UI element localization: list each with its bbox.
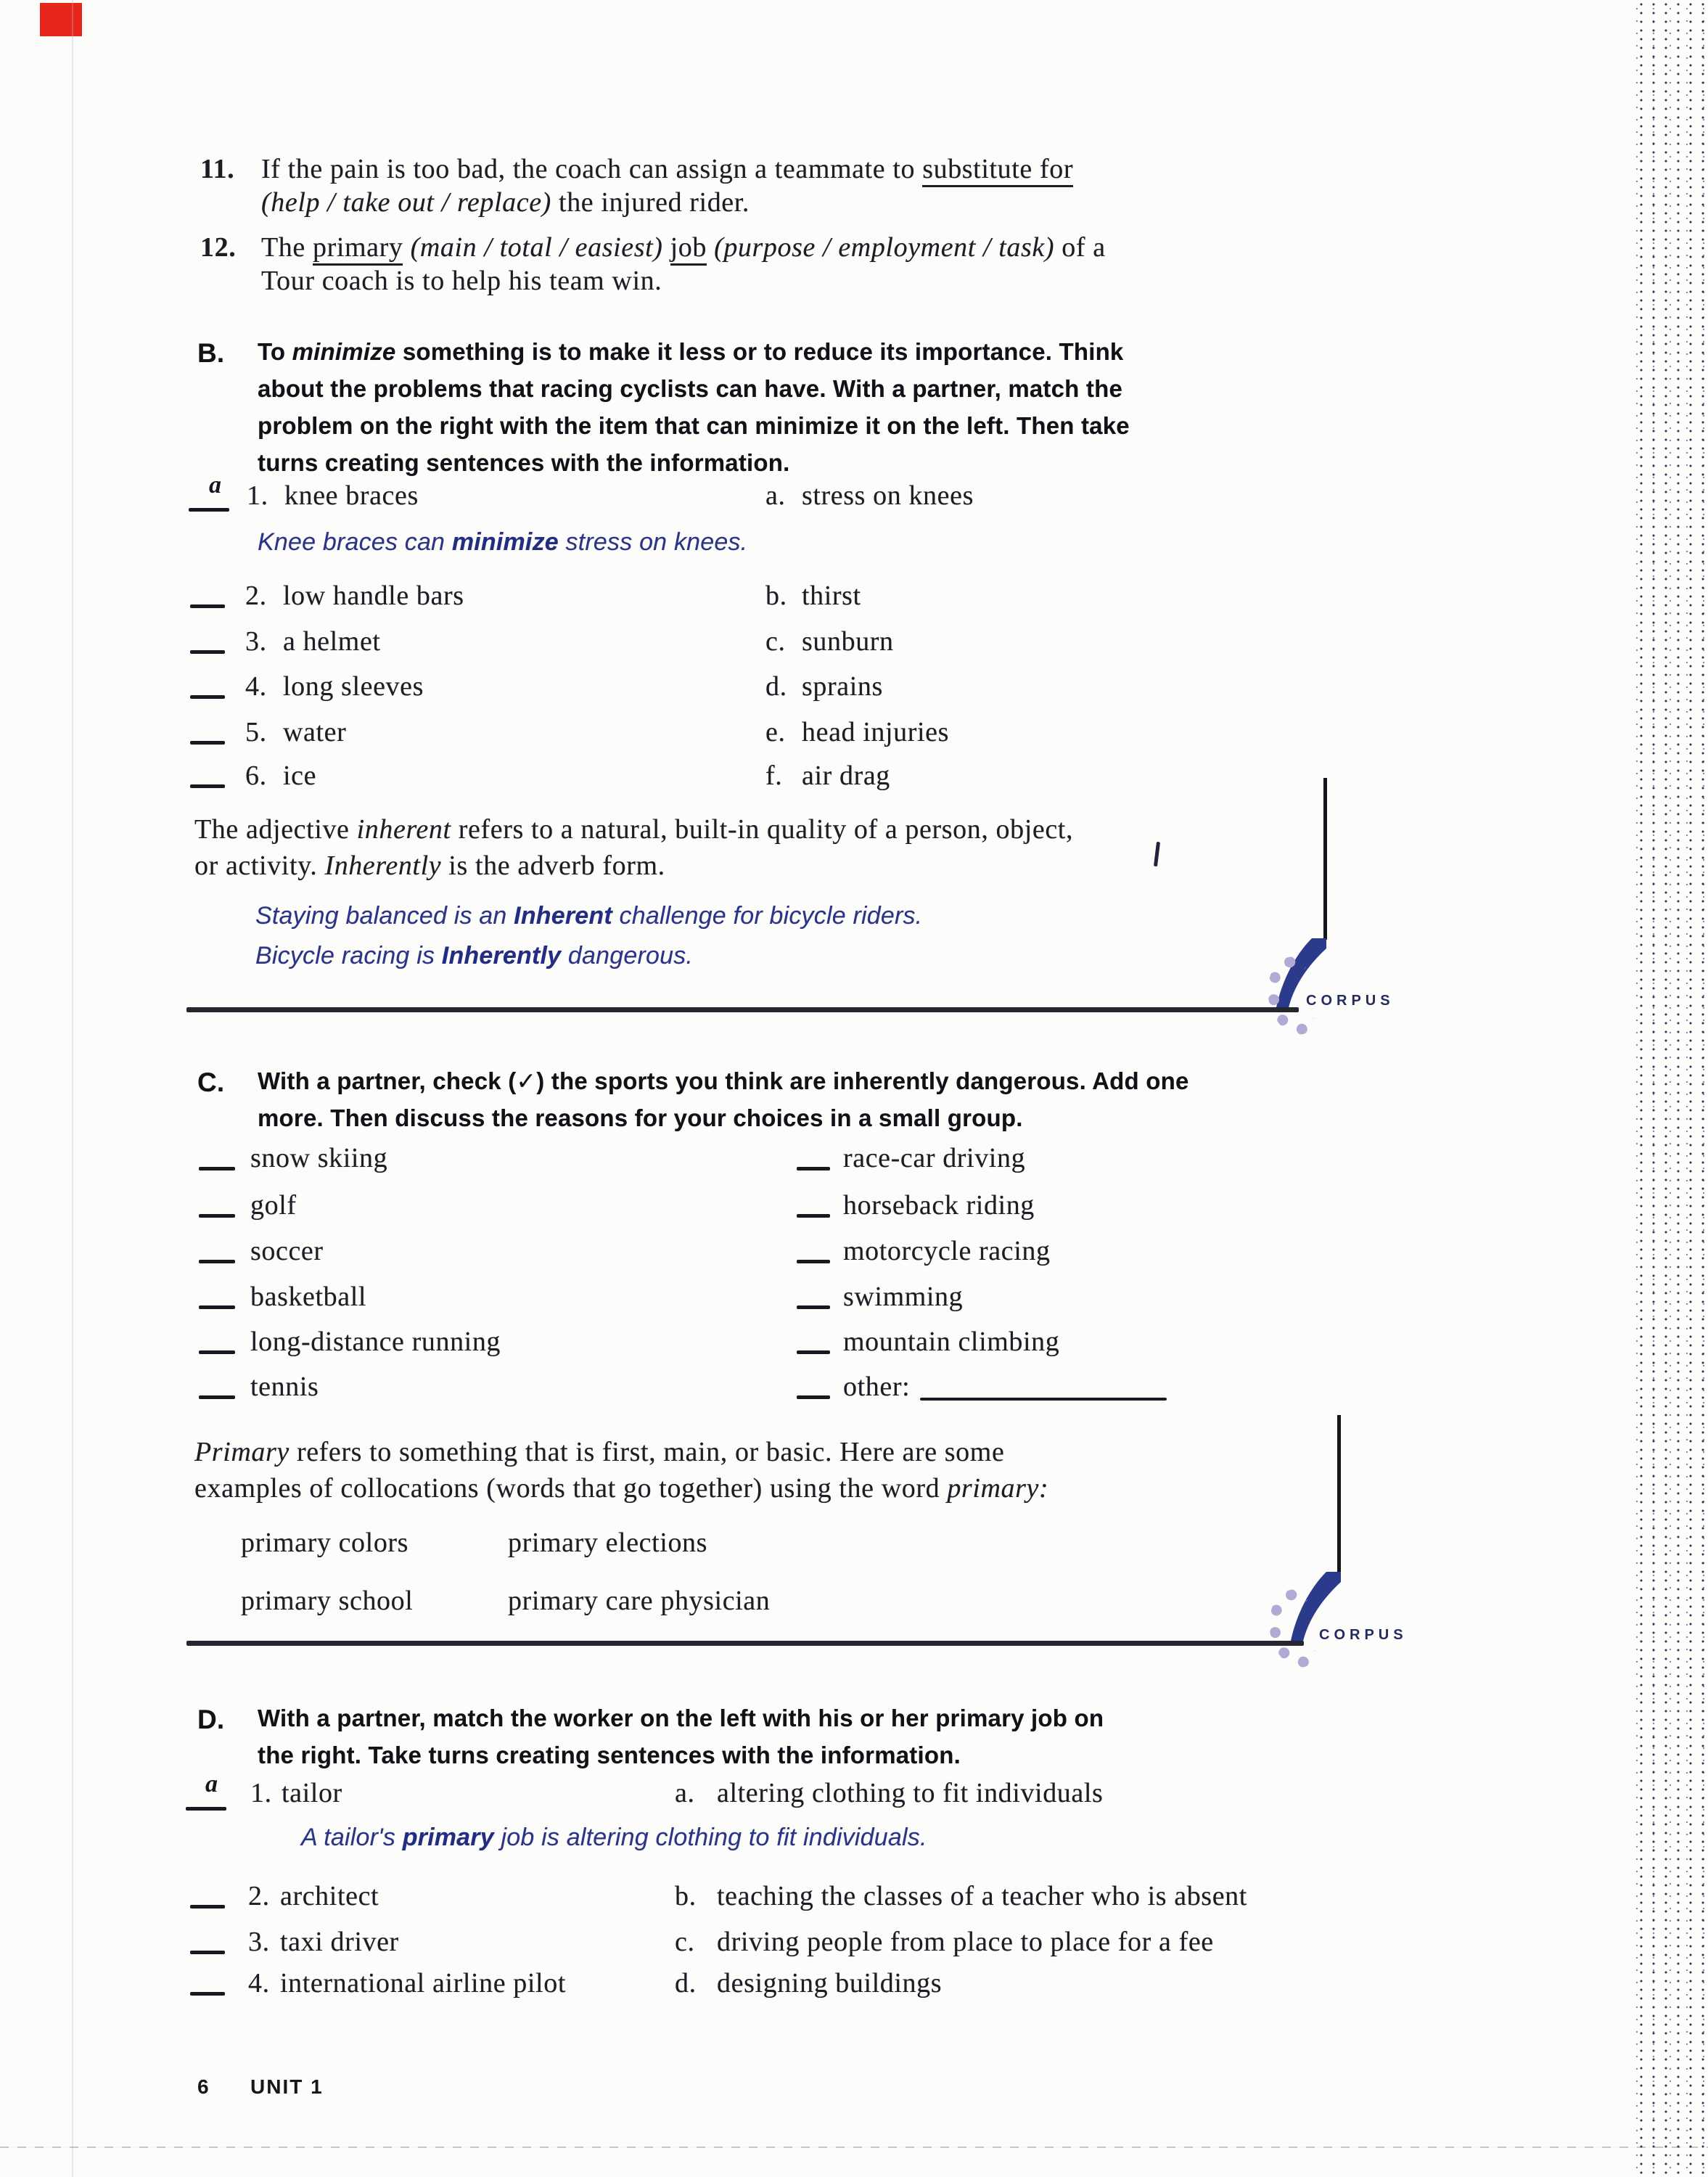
b-row-4-right: sprains [802, 671, 883, 702]
b-row-4-letter: d. [765, 671, 787, 702]
c-right-item-2: horseback riding [843, 1190, 1035, 1221]
answer-blank-line [189, 508, 229, 512]
b-row-3-letter: c. [765, 626, 786, 657]
check-blank-line [199, 1305, 235, 1309]
red-mark [40, 3, 82, 36]
item-12-line-1: The primary (main / total / easiest) job (purpose / employment / task) of a [261, 232, 1106, 264]
b-row-3-number: 3. [245, 626, 267, 657]
corpus-box-bottom-rule [186, 1641, 1304, 1646]
d-row-4-right: designing buildings [717, 1968, 943, 1998]
exercise-d-instructions-line-1: With a partner, match the worker on the left with his or her primary job on [258, 1705, 1104, 1731]
c-other-label: other: [843, 1372, 911, 1402]
d-row-3-left: taxi driver [280, 1927, 399, 1957]
check-blank-line [199, 1167, 235, 1171]
b-row-1-right: stress on knees [802, 480, 974, 511]
collocation-2: primary elections [508, 1528, 708, 1558]
d-row-2-number: 2. [248, 1881, 270, 1911]
c-right-item-1: race-car driving [843, 1143, 1026, 1173]
item-11-number: 11. [200, 154, 235, 184]
check-blank-line [199, 1350, 235, 1354]
answer-blank-line [190, 1992, 225, 1996]
b-row-3-left: a helmet [283, 626, 381, 657]
corpus-logo-label: CORPUS [1319, 1627, 1408, 1643]
b-row-5-right: head injuries [802, 717, 950, 747]
d-row-2-left: architect [280, 1881, 379, 1911]
stray-pen-mark [1154, 842, 1160, 866]
d-example-sentence: A tailor's primary job is altering clothing to fit individuals. [301, 1824, 927, 1851]
exercise-b-label: B. [197, 338, 225, 368]
answer-blank-line [190, 1905, 225, 1909]
corpus-box-right-border [1337, 1415, 1341, 1573]
underlined-term: job [670, 232, 707, 266]
item-12-line-2: Tour coach is to help his team win. [261, 266, 662, 296]
answer-blank-line [190, 784, 225, 788]
b-row-1-left: knee braces [284, 480, 419, 511]
d-row-3-right: driving people from place to place for a fee [717, 1927, 1214, 1957]
c-left-item-1: snow skiing [250, 1143, 388, 1173]
exercise-b-instructions-line-1: To minimize something is to make it less or to reduce its importance. Think [258, 338, 1124, 365]
c-right-item-3: motorcycle racing [843, 1236, 1051, 1266]
corpus-box-right-border [1323, 778, 1327, 940]
item-11-line-2: (help / take out / replace) the injured rider. [261, 187, 750, 218]
b-row-2-left: low handle bars [283, 581, 464, 611]
inherent-box-line-1: The adjective inherent refers to a natural, built-in quality of a person, object, [194, 814, 1074, 845]
b-row-5-number: 5. [245, 717, 267, 747]
primary-box-line-2: examples of collocations (words that go together) using the word primary: [194, 1473, 1049, 1504]
check-blank-line [797, 1260, 830, 1263]
d-row-1-number: 1. [250, 1778, 272, 1808]
collocation-1: primary colors [241, 1528, 409, 1558]
c-left-item-3: soccer [250, 1236, 324, 1266]
answer-blank-line [190, 741, 225, 745]
d-row-2-right: teaching the classes of a teacher who is absent [717, 1881, 1247, 1911]
exercise-c-instructions-line-2: more. Then discuss the reasons for your choices in a small group. [258, 1104, 1023, 1131]
check-blank-line [797, 1167, 830, 1171]
dotted-margin-pattern [1635, 0, 1708, 2177]
handwritten-answer-a: a [209, 472, 221, 499]
exercise-c-instructions-line-1: With a partner, check (✓) the sports you think are inherently dangerous. Add one [258, 1067, 1189, 1094]
item-12-number: 12. [200, 232, 237, 263]
check-blank-line [199, 1260, 235, 1263]
b-row-5-letter: e. [765, 717, 786, 747]
b-row-2-letter: b. [765, 581, 787, 611]
page-number: 6 [197, 2075, 210, 2098]
b-row-1-number: 1. [247, 480, 268, 511]
exercise-b-instructions-line-2: about the problems that racing cyclists can have. With a partner, match the [258, 375, 1122, 402]
page-bottom-edge [0, 2147, 1708, 2148]
answer-blank-line [186, 1807, 226, 1811]
answer-blank-line [190, 1951, 225, 1954]
check-blank-line [797, 1350, 830, 1354]
collocation-4: primary care physician [508, 1586, 771, 1616]
check-blank-line [797, 1305, 830, 1309]
item-11-line-1: If the pain is too bad, the coach can assign a teammate to substitute for [261, 154, 1073, 186]
handwritten-answer-a: a [205, 1771, 218, 1797]
corpus-box-bottom-rule [186, 1007, 1299, 1012]
d-row-4-left: international airline pilot [280, 1968, 566, 1998]
b-row-1-letter: a. [765, 480, 786, 511]
check-blank-line [797, 1395, 830, 1399]
inherent-example-2: Bicycle racing is Inherently dangerous. [255, 942, 694, 969]
b-row-6-number: 6. [245, 760, 267, 791]
d-row-1-left: tailor [282, 1778, 342, 1808]
answer-blank-line [190, 695, 225, 699]
inherent-example-1: Staying balanced is an Inherent challenge for bicycle riders. [255, 902, 923, 930]
collocation-3: primary school [241, 1586, 414, 1616]
exercise-c-label: C. [197, 1067, 225, 1097]
primary-box-line-1: Primary refers to something that is first, main, or basic. Here are some [194, 1437, 1005, 1467]
c-right-item-4: swimming [843, 1282, 964, 1312]
answer-blank-line [190, 604, 225, 608]
d-row-4-number: 4. [248, 1968, 270, 1998]
b-row-5-left: water [283, 717, 347, 747]
b-row-4-number: 4. [245, 671, 267, 702]
d-row-4-letter: d. [675, 1968, 697, 1998]
c-left-item-6: tennis [250, 1372, 319, 1402]
page-left-edge [72, 0, 73, 2177]
check-blank-line [199, 1214, 235, 1218]
c-left-item-4: basketball [250, 1282, 367, 1312]
check-blank-line [797, 1214, 830, 1218]
b-row-2-number: 2. [245, 581, 267, 611]
check-blank-line [199, 1395, 235, 1399]
exercise-d-label: D. [197, 1705, 225, 1734]
b-row-6-right: air drag [802, 760, 890, 791]
d-row-3-number: 3. [248, 1927, 270, 1957]
underlined-term: primary [313, 232, 403, 266]
b-row-4-left: long sleeves [283, 671, 424, 702]
b-row-6-left: ice [283, 760, 317, 791]
b-row-3-right: sunburn [802, 626, 894, 657]
exercise-b-instructions-line-4: turns creating sentences with the information. [258, 449, 790, 476]
unit-label: UNIT 1 [250, 2075, 324, 2098]
d-row-1-right: altering clothing to fit individuals [717, 1778, 1104, 1808]
answer-blank-line [190, 650, 225, 654]
b-row-2-right: thirst [802, 581, 861, 611]
exercise-b-instructions-line-3: problem on the right with the item that can minimize it on the left. Then take [258, 412, 1130, 439]
corpus-logo-label: CORPUS [1306, 993, 1395, 1009]
d-row-2-letter: b. [675, 1881, 697, 1911]
d-row-1-letter: a. [675, 1778, 695, 1808]
c-left-item-2: golf [250, 1190, 297, 1221]
exercise-d-instructions-line-2: the right. Take turns creating sentences with the information. [258, 1742, 961, 1768]
inherent-box-line-2: or activity. Inherently is the adverb form. [194, 850, 665, 881]
c-left-item-5: long-distance running [250, 1327, 501, 1357]
c-right-item-5: mountain climbing [843, 1327, 1060, 1357]
b-row-6-letter: f. [765, 760, 783, 791]
b-example-sentence: Knee braces can minimize stress on knees. [258, 528, 748, 556]
d-row-3-letter: c. [675, 1927, 695, 1957]
underlined-term: substitute for [922, 154, 1073, 187]
other-write-in-line [920, 1398, 1167, 1401]
